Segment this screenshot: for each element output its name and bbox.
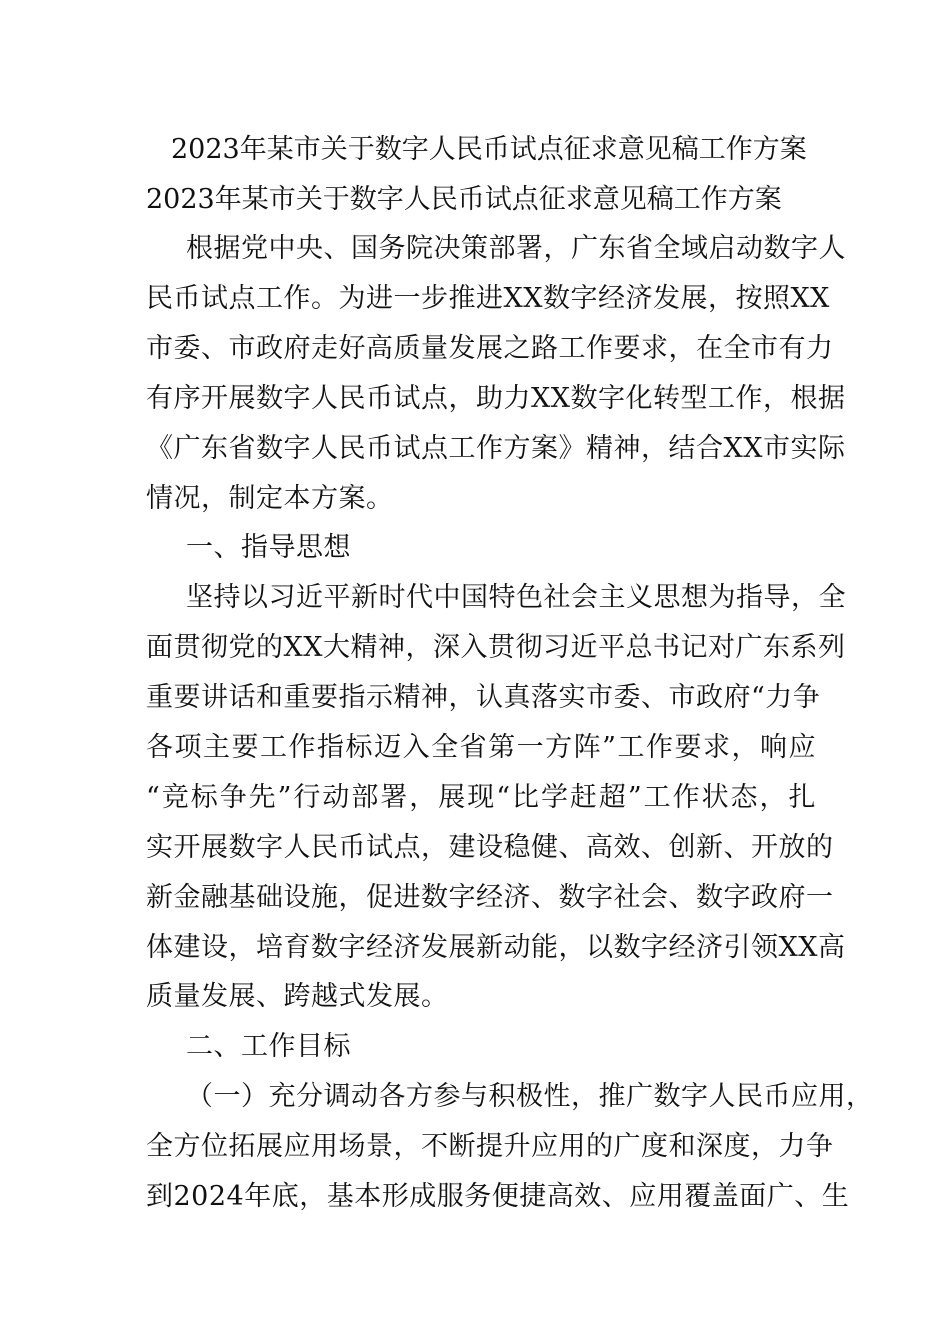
body-line: 体建设，培育数字经济发展新动能，以数字经济引领XX高 [146, 932, 846, 963]
body-line: 民币试点工作。为进一步推进XX数字经济发展，按照XX [146, 283, 830, 314]
body-line: 实开展数字人民币试点，建设稳健、高效、创新、开放的 [146, 832, 834, 863]
body-line: （一）充分调动各方参与积极性，推广数字人民币应用， [186, 1081, 874, 1112]
body-line: 新金融基础设施，促进数字经济、数字社会、数字政府一 [146, 882, 834, 913]
section-heading: 一、指导思想 [186, 532, 351, 563]
body-line: 根据党中央、国务院决策部署，广东省全域启动数字人 [186, 233, 846, 264]
body-line: 市委、市政府走好高质量发展之路工作要求，在全市有力 [146, 333, 834, 364]
body-line: 《广东省数字人民币试点工作方案》精神，结合XX市实际 [146, 433, 846, 464]
document-title: 2023年某市关于数字人民币试点征求意见稿工作方案 [171, 134, 807, 165]
document-subtitle: 2023年某市关于数字人民币试点征求意见稿工作方案 [146, 184, 782, 215]
body-line: 面贯彻党的XX大精神，深入贯彻习近平总书记对广东系列 [146, 632, 846, 663]
body-line: 有序开展数字人民币试点，助力XX数字化转型工作，根据 [146, 383, 846, 414]
body-line: 坚持以习近平新时代中国特色社会主义思想为指导，全 [186, 582, 846, 613]
body-line: 质量发展、跨越式发展。 [146, 981, 449, 1012]
body-line: 情况，制定本方案。 [146, 483, 394, 514]
body-line: 各项主要工作指标迈入全省第一方阵”工作要求，响应 [146, 732, 816, 763]
body-line: “竞标争先”行动部署，展现“比学赶超”工作状态，扎 [146, 782, 816, 813]
body-line: 到2024年底，基本形成服务便捷高效、应用覆盖面广、生 [146, 1181, 850, 1212]
body-line: 重要讲话和重要指示精神，认真落实市委、市政府“力争 [146, 682, 821, 713]
body-line: 全方位拓展应用场景，不断提升应用的广度和深度，力争 [146, 1131, 834, 1162]
section-heading: 二、工作目标 [186, 1031, 351, 1062]
